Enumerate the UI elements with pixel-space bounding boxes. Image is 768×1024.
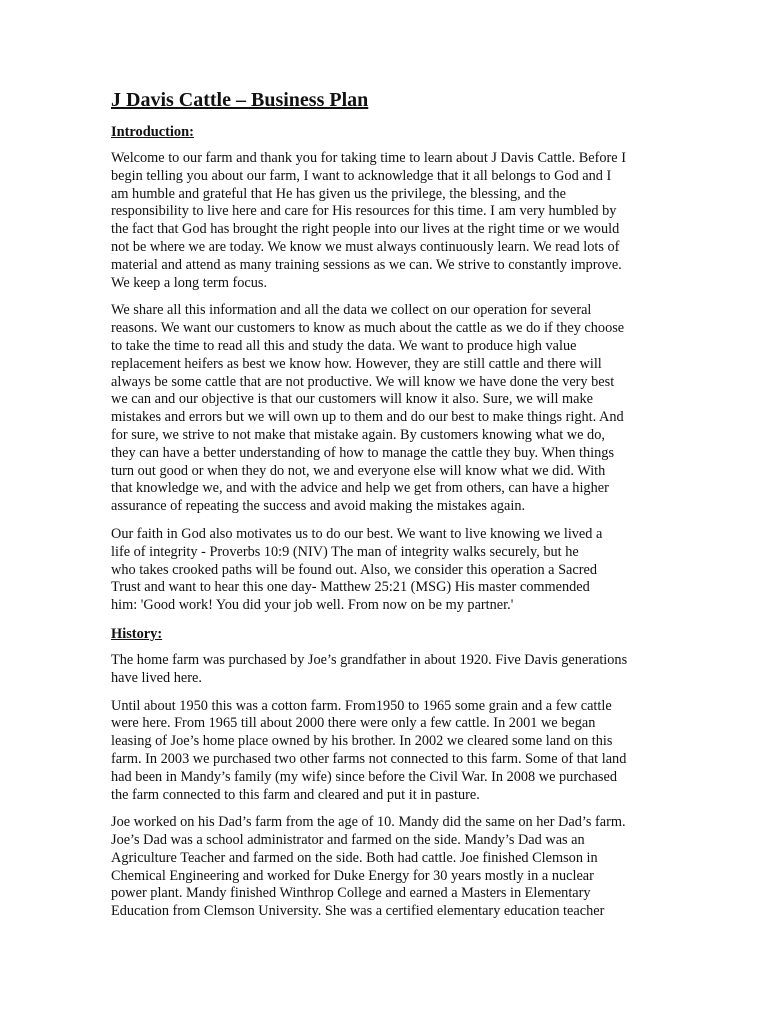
text-line: We keep a long term focus.: [111, 274, 268, 291]
text-line: the fact that God has brought the right people into our lives at the right time or we would: [111, 221, 620, 238]
document-title: J Davis Cattle – Business Plan: [111, 89, 369, 111]
text-line: him: 'Good work! You did your job well. From now on be my partner.': [111, 597, 514, 614]
text-line: Welcome to our farm and thank you for taking time to learn about J Davis Cattle. Before I: [111, 150, 626, 166]
text-line: the farm connected to this farm and cleared and put it in pasture.: [111, 786, 480, 803]
paragraph: [111, 698, 671, 805]
text-line: we can and our objective is that our customers will know it also. Sure, we will make: [111, 391, 594, 408]
text-line: to take the time to read all this and study the data. We want to produce high value: [111, 337, 577, 354]
paragraph: [111, 150, 671, 292]
text-line: Joe’s Dad was a school administrator and farmed on the side. Mandy’s Dad was an: [111, 832, 585, 849]
text-line: material and attend as many training sessions as we can. We strive to constantly improve.: [111, 256, 622, 273]
paragraph: [111, 652, 671, 688]
text-line: am humble and grateful that He has given us the privilege, the blessing, and the: [111, 185, 566, 202]
text-line: Our faith in God also motivates us to do our best. We want to live knowing we lived a: [111, 525, 603, 542]
text-line: Education from Clemson University. She was a certified elementary education teacher: [111, 903, 605, 920]
text-line: Until about 1950 this was a cotton farm. From1950 to 1965 some grain and a few cattle: [111, 697, 612, 714]
text-line: power plant. Mandy finished Winthrop College and earned a Masters in Elementary: [111, 885, 591, 902]
text-line: they can have a better understanding of how to manage the cattle they buy. When things: [111, 444, 615, 461]
paragraph: [111, 814, 671, 921]
section-heading: Introduction:: [111, 124, 194, 140]
paragraph: [111, 302, 671, 516]
text-line: We share all this information and all the data we collect on our operation for several: [111, 302, 592, 319]
text-line: that knowledge we, and with the advice and help we get from others, can have a higher: [111, 480, 609, 497]
text-line: Joe worked on his Dad’s farm from the age of 10. Mandy did the same on her Dad’s farm.: [111, 814, 626, 831]
text-line: Agriculture Teacher and farmed on the side. Both had cattle. Joe finished Clemson in: [111, 849, 598, 866]
text-line: responsibility to live here and care for His resources for this time. I am very humbled by: [111, 203, 617, 220]
text-line: mistakes and errors but we will own up to them and do our best to make things right. And: [111, 409, 624, 426]
text-line: not be where we are today. We know we must always continuously learn. We read lots of: [111, 238, 620, 255]
text-line: assurance of repeating the success and avoid making the mistakes again.: [111, 498, 526, 515]
document-page: [111, 88, 671, 931]
section-heading: History:: [111, 625, 163, 642]
text-line: were here. From 1965 till about 2000 there were only a few cattle. In 2001 we began: [111, 715, 596, 732]
text-line: always be some cattle that are not productive. We will know we have done the very best: [111, 373, 615, 390]
text-line: who takes crooked paths will be found out. Also, we consider this operation a Sacred: [111, 561, 597, 578]
text-line: turn out good or when they do not, we and everyone else will know what we did. With: [111, 462, 606, 479]
text-line: for sure, we strive to not make that mistake again. By customers knowing what we do,: [111, 426, 605, 443]
text-line: Trust and want to hear this one day- Matthew 25:21 (MSG) His master commended: [111, 579, 590, 596]
text-line: have lived here.: [111, 669, 202, 686]
paragraph: [111, 526, 671, 615]
text-line: life of integrity - Proverbs 10:9 (NIV) The man of integrity walks securely, but he: [111, 543, 579, 560]
text-line: replacement heifers as best we know how. However, they are still cattle and there will: [111, 355, 602, 372]
document-body: [111, 123, 671, 921]
text-line: The home farm was purchased by Joe’s grandfather in about 1920. Five Davis generations: [111, 651, 628, 668]
text-line: reasons. We want our customers to know as much about the cattle as we do if they choose: [111, 320, 625, 337]
text-line: had been in Mandy’s family (my wife) since before the Civil War. In 2008 we purchased: [111, 768, 617, 785]
text-line: farm. In 2003 we purchased two other farms not connected to this farm. Some of that land: [111, 750, 627, 767]
text-line: leasing of Joe’s home place owned by his brother. In 2002 we cleared some land on this: [111, 733, 613, 750]
text-line: Chemical Engineering and worked for Duke Energy for 30 years mostly in a nuclear: [111, 867, 594, 884]
text-line: begin telling you about our farm, I want to acknowledge that it all belongs to God and I: [111, 167, 612, 184]
